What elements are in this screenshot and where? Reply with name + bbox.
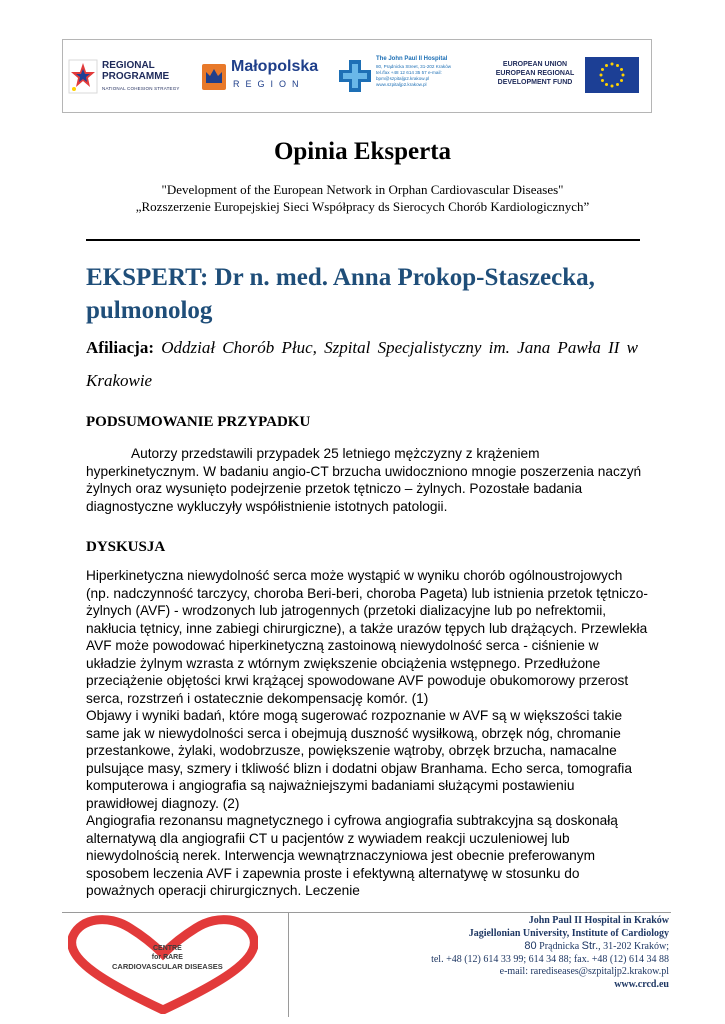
footer-street-no: 80	[524, 940, 537, 953]
subtitle-english: "Development of the European Network in Orphan Cardiovascular Diseases"	[161, 182, 564, 197]
footer-divider	[289, 912, 671, 913]
eu-star-icon	[616, 64, 619, 67]
malopolska-region: REGION	[233, 79, 305, 89]
affiliation	[86, 331, 638, 397]
footer-street-suffix: Str.	[581, 940, 599, 953]
crcd-logo-line1: CENTRE	[152, 945, 182, 952]
medical-cross-icon	[337, 58, 373, 94]
malopolska-logo	[201, 58, 329, 98]
eu-fund-logo	[487, 56, 647, 96]
regional-line2: PROGRAMME	[102, 71, 170, 82]
page-title: Opinia Eksperta	[273, 138, 452, 165]
eu-star-icon	[622, 74, 625, 77]
eu-star-icon	[600, 74, 603, 77]
malopolska-name: Małopolska	[231, 58, 319, 75]
hospital-logo-email: bpm@szpitaljp2.krakow.pl	[376, 76, 430, 81]
hospital-logo-address: 80, Prądnicka Street, 31-202 Kraków	[376, 64, 452, 69]
hospital-logo-name: The John Paul II Hospital	[376, 56, 448, 62]
expert-heading: EKSPERT: Dr n. med. Anna Prokop-Staszecka, pulmonolog	[86, 264, 595, 324]
crcd-logo	[68, 914, 258, 1014]
subtitle-polish: „Rozszerzenie Europejskiej Sieci Współpracy ds Sierocych Chorób Kardiologicznych”	[135, 199, 590, 214]
eu-star-icon	[605, 64, 608, 67]
eu-line2: EUROPEAN REGIONAL	[495, 70, 575, 77]
eu-flag-icon	[585, 57, 639, 93]
eu-star-icon	[601, 79, 604, 82]
hospital-logo	[337, 52, 482, 104]
header-logo-strip	[62, 39, 652, 113]
eu-line1: EUROPEAN UNION	[502, 61, 568, 68]
footer-street: Prądnicka	[539, 941, 580, 953]
summary-heading: PODSUMOWANIE PRZYPADKU	[86, 414, 311, 430]
affiliation-label: Afiliacja:	[86, 338, 154, 357]
footer-university: Jagiellonian University, Institute of Cardiology	[468, 927, 669, 939]
footer-contact	[289, 915, 669, 992]
discussion-text	[86, 567, 648, 900]
eu-star-icon	[601, 68, 604, 71]
eu-star-icon	[620, 79, 623, 82]
discussion-paragraph-2: Objawy i wyniki badań, które mogą sugerować rozpoznanie w AVF są w większości takie same jak w niewydolności serca i obejmują duszność wysiłkową, obrzęk nóg, chromanie przestankowe, żylaki, wodobrzusze, powiększenie wątroby, obrzęk brzucha, namacalne pulsujące masy, szmery i tkliwość blizn i dodatni objaw Branhama. Echo serca, tomografia komputerowa i angiografia są najważniejszymi badaniami służącymi postawieniu prawidłowej diagnozy. (2)	[86, 708, 632, 811]
discussion-heading: DYSKUSJA	[86, 539, 166, 555]
title-divider	[86, 239, 640, 241]
discussion-paragraph-3: Angiografia rezonansu magnetycznego i cyfrowa angiografia subtrakcyjna są doskonałą alternatywą dla angiografii CT u pacjentów z wywiadem reakcji uczuleniowej lub niewydolnością nerek. Interwencja wewnątrznaczyniowa jest obecnie preferowanym sposobem leczenia AVF i zapewnia proste i efektywną alternatywę w stosunku do poważnych operacji chirurgicznych. Leczenie	[86, 813, 618, 898]
eu-star-icon	[605, 83, 608, 86]
eu-line3: DEVELOPMENT FUND	[497, 79, 573, 86]
footer-phones: tel. +48 (12) 614 33 99; 614 34 88; fax. +48 (12) 614 34 88	[431, 953, 669, 965]
poland-star-icon	[68, 59, 100, 95]
regional-programme-logo	[68, 57, 198, 97]
affiliation-value: Oddział Chorób Płuc, Szpital Specjalistyczny im. Jana Pawła II w Krakowie	[86, 338, 638, 390]
eu-star-icon	[616, 83, 619, 86]
footer-city: , 31-202 Kraków;	[598, 941, 669, 953]
regional-line1: REGIONAL	[102, 60, 155, 71]
summary-paragraph: Autorzy przedstawili przypadek 25 letniego mężczyzny z krążeniem hyperkinetycznym. W badaniu angio-CT brzucha uwidoczniono mnogie poszerzenia naczyń żylnych oraz wysunięto podejrzenie przetok tętniczo – żylnych. Pozostałe badania diagnostyczne wykluczyły współistnienie istotnych patologii.	[86, 446, 642, 514]
footer-web[interactable]: www.crcd.eu	[614, 978, 669, 990]
hospital-logo-phone: tel./fax +48 12 614 35 57 e-mail:	[376, 70, 442, 75]
footer-email[interactable]: e-mail: rarediseases@szpitaljp2.krakow.pl	[499, 966, 669, 978]
eu-star-icon	[611, 85, 614, 88]
summary-text	[86, 445, 648, 515]
footer-hospital: John Paul II Hospital in Kraków	[528, 915, 669, 926]
regional-line3: NATIONAL COHESION STRATEGY	[102, 86, 180, 91]
crcd-logo-line2: for RARE	[151, 954, 183, 961]
eu-star-icon	[620, 68, 623, 71]
footer-address	[289, 940, 669, 954]
discussion-paragraph-1: Hiperkinetyczna niewydolność serca może wystąpić w wyniku chorób ogólnoustrojowych (np. nadczynność tarczycy, choroba Beri-beri, choroba Pageta) lub istnienia przetok tętniczo-żylnych (AVF) - wrodzonych lub jatrogennych (przetoki dializacyjne lub po nefrektomii, nakłucia tętnicy, inne zabiegi chirurgiczne), a także urazów tępych lub drążących. Przewlekła AVF może powodować hiperkinetyczną zastoinową niewydolność serca - ciśnienie w układzie żylnym wzrasta z wtórnym zwiększenie obciążenia wstępnego. Przedłużone przeciążenie objętości krwi krążącej spowodowane AVF powoduje obukomorowy przerost serca, rozstrzeń i ostatecznie dekompensację komór. (1)	[86, 568, 648, 706]
crcd-logo-line3: CARDIOVASCULAR DISEASES	[112, 962, 223, 971]
eu-star-icon	[611, 63, 614, 66]
hospital-logo-web: www.szpitaljp2.krakow.pl	[376, 82, 427, 87]
malopolska-crown-icon	[201, 63, 227, 91]
